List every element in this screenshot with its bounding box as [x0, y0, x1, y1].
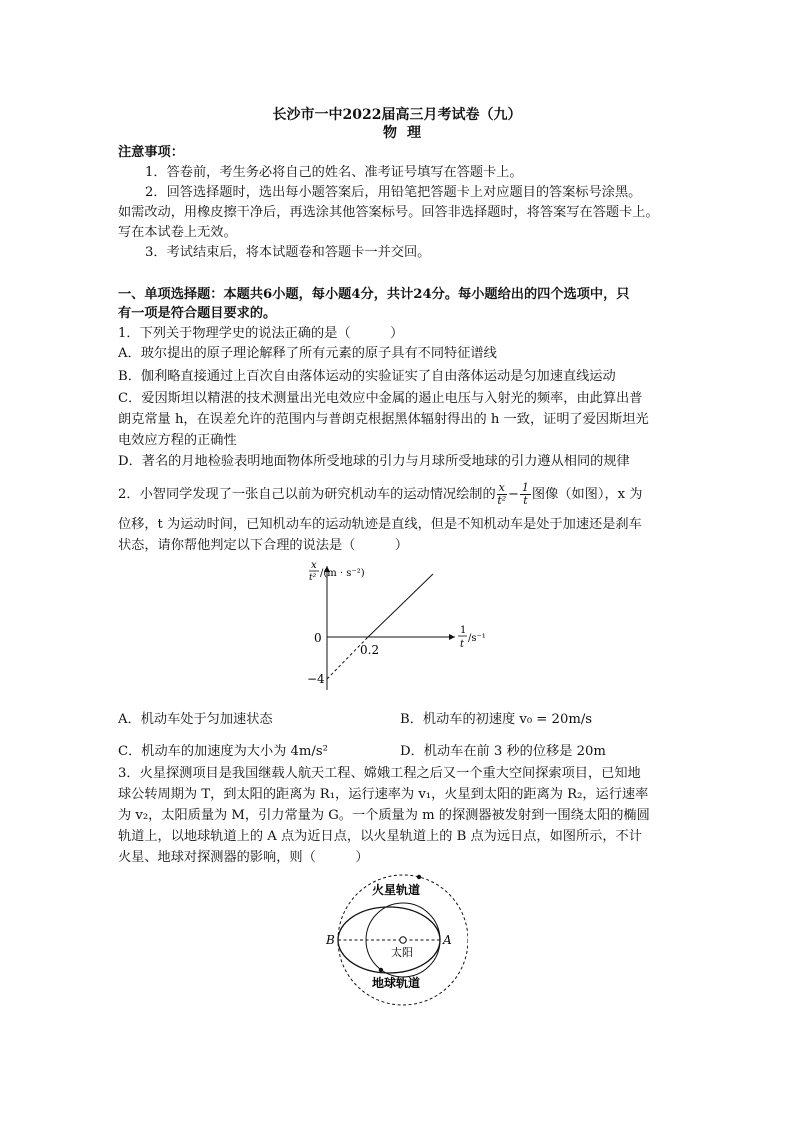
q3-line3: 为 v₂，太阳质量为 M，引力常量为 G。一个质量为 m 的探测器被发射到一围绕太阳的椭圆: [118, 808, 650, 823]
q3-line4: 轨道上，以地球轨道上的 A 点为近日点，以火星轨道上的 B 点为远日点，如图所示，不计: [118, 829, 642, 844]
section-heading-line2: 有一项是符合题目要求的。: [118, 306, 277, 321]
q1-option-b: B．伽利略直接通过上百次自由落体运动的实验证实了自由落体运动是匀加速直线运动: [118, 369, 616, 384]
x-label-num: 1: [460, 625, 467, 636]
x-label-den: t: [460, 639, 465, 650]
q2-stem-line2: 位移，t 为运动时间，已知机动车的运动轨迹是直线，但是不知机动车是处于加速还是刹车: [118, 517, 642, 532]
y-tick-label: −4: [307, 672, 325, 686]
y-label-den: t²: [309, 573, 317, 583]
q3-line1: 3．火星探测项目是我国继载人航天工程、嫦娥工程之后又一个重大空间探索项目，已知地: [118, 766, 641, 781]
y-label-num: x: [311, 560, 317, 571]
q1-option-c-line2: 朗克常量 h，在误差允许的范围内与普朗克根据黑体辐射得出的 h 一致，证明了爱因斯坦光: [118, 412, 649, 427]
exam-title: 长沙市一中2022届高三月考试卷（九）: [272, 107, 522, 123]
notice-item-3: 3．考试结束后，将本试题卷和答题卡一并交回。: [145, 245, 431, 260]
y-unit: /(m · s⁻²): [320, 568, 365, 579]
q2-stem-pre: 2．小智同学发现了一张自己以前为研究机动车的运动情况绘制的: [118, 487, 496, 502]
q1-option-c-line3: 电效应方程的正确性: [118, 433, 237, 448]
q3-orbit-figure: [318, 868, 468, 1008]
x-tick-label: 0.2: [360, 643, 380, 657]
sun-label: 太阳: [391, 946, 413, 959]
notice-item-1: 1．答卷前，考生务必将自己的姓名、准考证号填写在答题卡上。: [145, 165, 523, 180]
q1-option-d: D．著名的月地检验表明地面物体所受地球的引力与月球所受地球的引力遵从相同的规律: [118, 454, 630, 469]
q3-line2: 球公转周期为 T，到太阳的距离为 R₁，运行速率为 v₁，火星到太阳的距离为 R₂，运行速率: [118, 787, 649, 802]
q1-stem: 1．下列关于物理学史的说法正确的是（ ）: [118, 326, 404, 341]
q2-graph: [300, 558, 510, 693]
section-heading-line1: 一、单项选择题：本题共6小题，每小题4分，共计24分。每小题给出的四个选项中，只: [118, 287, 630, 302]
x-unit: /s⁻¹: [468, 633, 486, 644]
q2-fraction-x-over-t2: $\frac{x}{\text{t²}}$: [497, 481, 507, 507]
solid-line: [368, 574, 433, 637]
point-b-label: B: [326, 933, 335, 947]
q2-stem-post: 图像（如图），x 为: [531, 487, 643, 502]
sun-icon: [400, 937, 406, 943]
q2-option-d: D．机动车在前 3 秒的位移是 20m: [400, 744, 606, 759]
q2-option-c: C．机动车的加速度为大小为 4m/s²: [118, 744, 328, 759]
q1-option-c-line1: C．爱因斯坦以精湛的技术测量出光电效应中金属的遏止电压与入射光的频率，由此算出普: [118, 391, 643, 406]
earth-orbit-label: 地球轨道: [372, 976, 421, 990]
earth-dot: [379, 968, 383, 972]
origin-label: 0: [314, 631, 322, 645]
q2-fraction-1-over-t: $\frac{1}{t}$: [521, 481, 529, 507]
mars-dot: [417, 875, 421, 879]
q2-option-a: A．机动车处于匀加速状态: [118, 712, 273, 727]
q2-stem-line3: 状态，请你帮他判定以下合理的说法是（ ）: [118, 538, 409, 553]
point-a-label: A: [443, 933, 452, 947]
mars-orbit-label: 火星轨道: [372, 883, 421, 897]
q3-line5: 火星、地球对探测器的影响，则（ ）: [118, 850, 369, 865]
notice-heading: 注意事项：: [118, 145, 184, 160]
q1-option-a: A．玻尔提出的原子理论解释了所有元素的原子具有不同特征谱线: [118, 346, 497, 361]
q2-stem-line1: 2．小智同学发现了一张自己以前为研究机动车的运动情况绘制的 $\frac{x}{\text{t²}}$ − $\frac{1}{t}$ 图像（如图），x 为: [118, 481, 643, 507]
subject-title: 物理: [383, 125, 431, 141]
notice-item-2-cont: 如需改动，用橡皮擦干净后，再选涂其他答案标号。回答非选择题时，将答案写在答题卡上。: [118, 205, 659, 220]
notice-item-2-end: 写在本试卷上无效。: [118, 225, 237, 240]
notice-item-2: 2．回答选择题时，选出每小题答案后，用铅笔把答题卡上对应题目的答案标号涂黑。: [145, 185, 642, 200]
q2-option-b: B．机动车的初速度 v₀ = 20m/s: [400, 712, 593, 727]
